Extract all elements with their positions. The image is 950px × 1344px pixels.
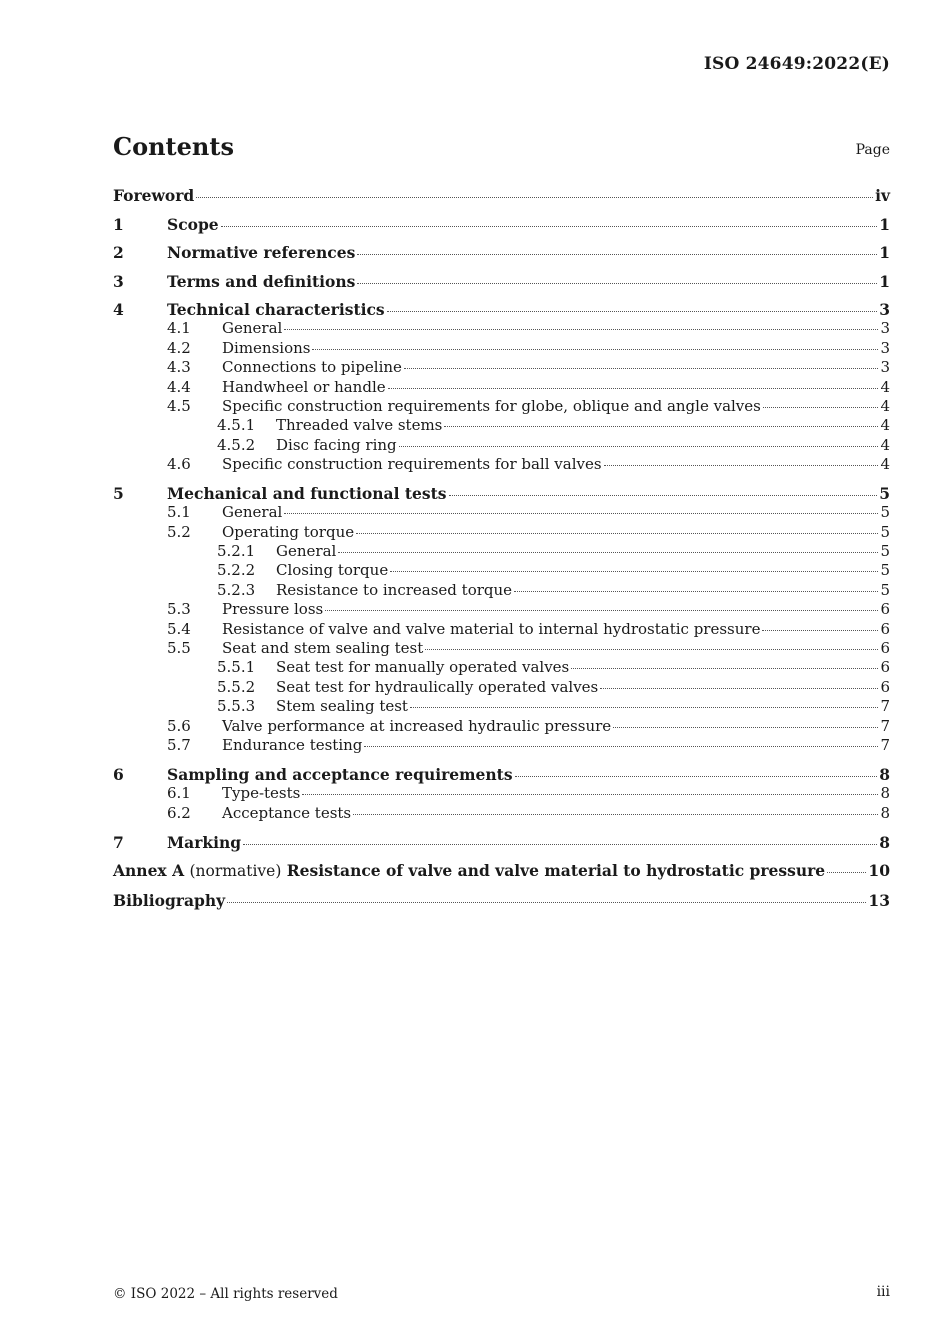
toc-dot-leader	[399, 446, 879, 447]
toc-dot-leader	[284, 513, 878, 514]
toc-entry-number: 5.5.2	[217, 677, 256, 696]
page-column-label: Page	[855, 142, 890, 158]
toc-entry[interactable]	[113, 397, 890, 416]
toc-entry-title: Connections to pipeline	[222, 358, 402, 377]
toc-entry-number: 7	[113, 832, 124, 852]
toc-entry-page: 6	[880, 600, 890, 619]
toc-entry-page: 1	[879, 271, 890, 291]
toc-entry-title: Marking	[167, 832, 242, 852]
toc-entry[interactable]	[113, 658, 890, 677]
toc-entry-number: 6.1	[167, 784, 191, 803]
page-number: iii	[876, 1284, 890, 1300]
toc-entry-page: 7	[880, 697, 890, 716]
toc-entry-title	[113, 861, 825, 881]
toc-entry-page: 5	[880, 503, 890, 522]
toc-entry-page: 6	[880, 658, 890, 677]
toc-dot-leader	[514, 591, 878, 592]
toc-entry-page: 4	[880, 397, 890, 415]
toc-entry-page: 5	[880, 542, 890, 561]
toc-entry-number: 6	[113, 765, 124, 785]
toc-dot-leader	[515, 776, 878, 777]
toc-entry[interactable]	[113, 833, 890, 852]
toc-entry-title: Resistance to increased torque	[276, 580, 513, 599]
toc-entry-title: Closing torque	[276, 561, 389, 580]
toc-dot-leader	[410, 707, 879, 708]
toc-entry-number: 2	[113, 243, 124, 263]
toc-entry[interactable]	[113, 416, 890, 435]
toc-entry-title: Scope	[167, 214, 219, 234]
toc-entry-number: 4.2	[167, 338, 191, 357]
toc-entry[interactable]	[113, 678, 890, 697]
toc-dot-leader	[338, 552, 878, 553]
toc-entry[interactable]	[113, 639, 890, 658]
toc-entry-number: 4.5.1	[217, 416, 256, 435]
toc-entry-page: 8	[879, 765, 890, 785]
toc-entry-page: 1	[879, 214, 890, 234]
toc-entry-title: Threaded valve stems	[276, 416, 443, 435]
toc-dot-leader	[571, 668, 878, 669]
toc-entry[interactable]	[113, 436, 890, 455]
toc-entry-page: iv	[875, 186, 890, 205]
toc-dot-leader	[444, 426, 878, 427]
toc-entry-number: 5.4	[167, 619, 191, 638]
toc-entry-page: 13	[868, 890, 890, 910]
toc-entry-number: 5.5	[167, 639, 191, 658]
toc-entry-page: 3	[880, 358, 890, 377]
toc-entry-title: Stem sealing test	[276, 697, 408, 716]
toc-entry-page: 4	[880, 377, 890, 396]
toc-entry-title: Acceptance tests	[222, 803, 352, 822]
toc-entry-title: Dimensions	[222, 338, 311, 357]
toc-dot-leader	[356, 533, 878, 534]
toc-entry-page: 10	[868, 861, 890, 881]
toc-entry-number: 5	[113, 484, 124, 504]
toc-dot-leader	[387, 311, 878, 312]
toc-entry-page: 3	[880, 338, 890, 357]
toc-entry[interactable]	[113, 717, 890, 736]
toc-dot-leader	[325, 610, 878, 611]
document-id: ISO 24649:2022(E)	[703, 54, 890, 74]
toc-entry[interactable]	[113, 243, 890, 262]
toc-dot-leader	[604, 465, 879, 466]
toc-entry-number: 4.5.2	[217, 435, 256, 454]
toc-entry[interactable]	[113, 861, 890, 881]
toc-entry-page: 8	[879, 832, 890, 852]
toc-dot-leader	[284, 329, 878, 330]
toc-entry-number: 5.2	[167, 522, 191, 541]
toc-entry[interactable]	[113, 697, 890, 716]
toc-dot-leader	[221, 226, 878, 227]
toc-entry[interactable]	[113, 378, 890, 397]
toc-entry-number: 5.3	[167, 600, 191, 619]
toc-entry-page: 5	[879, 484, 890, 504]
toc-entry-title: Mechanical and functional tests	[167, 484, 447, 504]
toc-entry-title: Normative references	[167, 243, 356, 263]
toc-entry-title: Specific construction requirements for ball valves	[222, 455, 602, 474]
toc-entry-page: 3	[880, 319, 890, 338]
toc-dot-leader	[762, 630, 878, 631]
toc-entry-number: 4.4	[167, 377, 191, 396]
toc-dot-leader	[312, 349, 878, 350]
toc-entry-title: Seat test for hydraulically operated valves	[276, 677, 599, 696]
toc-entry-title: Operating torque	[222, 522, 355, 541]
toc-entry[interactable]	[113, 339, 890, 358]
toc-entry-number: 5.2.3	[217, 580, 256, 599]
toc-entry[interactable]	[113, 561, 890, 580]
toc-entry-number: 4.3	[167, 358, 191, 377]
table-of-contents	[113, 186, 890, 910]
toc-entry-title: Valve performance at increased hydraulic pressure	[222, 716, 612, 735]
contents-heading: Contents	[113, 132, 234, 161]
copyright-notice: © ISO 2022 – All rights reserved	[113, 1286, 338, 1302]
toc-entry[interactable]	[113, 600, 890, 619]
toc-entry-page: 4	[880, 416, 890, 435]
toc-entry-number: 5.6	[167, 716, 191, 735]
toc-entry-page: 5	[880, 561, 890, 580]
toc-entry-title: Endurance testing	[222, 736, 363, 755]
toc-entry[interactable]	[113, 300, 890, 319]
toc-entry-title: Type-tests	[222, 784, 301, 803]
toc-entry-page: 1	[879, 243, 890, 263]
toc-entry-number: 5.1	[167, 503, 191, 522]
toc-entry-number: 5.5.3	[217, 697, 256, 716]
toc-entry-page: 4	[880, 455, 890, 474]
toc-dot-leader	[404, 368, 879, 369]
toc-entry-title: Seat test for manually operated valves	[276, 658, 570, 677]
toc-dot-leader	[827, 872, 866, 873]
toc-entry[interactable]	[113, 542, 890, 561]
toc-entry[interactable]	[113, 784, 890, 803]
toc-entry[interactable]	[113, 804, 890, 823]
toc-entry[interactable]	[113, 272, 890, 291]
toc-entry[interactable]	[113, 215, 890, 234]
toc-entry-title: Terms and definitions	[167, 271, 356, 291]
toc-dot-leader	[449, 495, 878, 496]
toc-entry-title: Bibliography	[113, 890, 226, 910]
toc-entry-title: Seat and stem sealing test	[222, 639, 424, 658]
toc-entry-number: 4.5	[167, 397, 191, 415]
toc-dot-leader	[357, 283, 877, 284]
toc-entry-page: 3	[879, 300, 890, 320]
toc-dot-leader	[390, 571, 878, 572]
toc-entry[interactable]	[113, 186, 890, 205]
toc-dot-leader	[388, 388, 879, 389]
toc-entry-title: Foreword	[113, 186, 195, 205]
toc-dot-leader	[196, 197, 873, 198]
toc-entry-number: 6.2	[167, 803, 191, 822]
toc-dot-leader	[302, 794, 878, 795]
toc-entry-page: 4	[880, 435, 890, 454]
toc-dot-leader	[357, 254, 877, 255]
toc-entry[interactable]	[113, 319, 890, 338]
toc-dot-leader	[243, 844, 877, 845]
toc-entry-page: 6	[880, 619, 890, 638]
toc-entry-page: 7	[880, 736, 890, 755]
toc-entry-number: 4.6	[167, 455, 191, 474]
toc-entry-title: Handwheel or handle	[222, 377, 386, 396]
toc-entry-page: 5	[880, 580, 890, 599]
toc-entry-number: 5.5.1	[217, 658, 256, 677]
toc-entry-number: 3	[113, 271, 124, 291]
annex-type-note: (normative)	[189, 862, 282, 881]
toc-dot-leader	[227, 902, 866, 903]
annex-label: Annex A	[113, 861, 185, 881]
toc-entry-title: Resistance of valve and valve material to internal hydrostatic pressure	[222, 619, 761, 638]
toc-entry[interactable]	[113, 523, 890, 542]
toc-entry-page: 5	[880, 522, 890, 541]
toc-entry-title: Disc facing ring	[276, 435, 397, 454]
toc-dot-leader	[613, 727, 878, 728]
toc-dot-leader	[364, 746, 878, 747]
toc-dot-leader	[763, 407, 879, 408]
toc-entry[interactable]	[113, 765, 890, 784]
toc-entry-title: Specific construction requirements for globe, oblique and angle valves	[222, 397, 761, 415]
toc-entry-title: Pressure loss	[222, 600, 324, 619]
toc-entry[interactable]	[113, 358, 890, 377]
toc-entry-title: Sampling and acceptance requirements	[167, 765, 513, 785]
toc-entry[interactable]	[113, 891, 890, 910]
toc-entry[interactable]	[113, 620, 890, 639]
toc-dot-leader	[425, 649, 878, 650]
toc-entry[interactable]	[113, 581, 890, 600]
toc-entry-page: 8	[880, 803, 890, 822]
toc-entry-page: 6	[880, 677, 890, 696]
toc-entry[interactable]	[113, 484, 890, 503]
toc-entry-number: 4.1	[167, 319, 191, 338]
toc-entry-title: Technical characteristics	[167, 300, 385, 320]
toc-entry-number: 5.2.1	[217, 542, 256, 561]
toc-entry-number: 5.2.2	[217, 561, 256, 580]
toc-entry-title: General	[222, 319, 283, 338]
toc-entry-page: 7	[880, 716, 890, 735]
toc-entry-number: 4	[113, 300, 124, 320]
toc-entry-number: 5.7	[167, 736, 191, 755]
toc-entry-title: General	[276, 542, 337, 561]
toc-entry[interactable]	[113, 736, 890, 755]
annex-title: Resistance of valve and valve material to hydrostatic pressure	[286, 861, 826, 881]
toc-entry[interactable]	[113, 503, 890, 522]
toc-entry[interactable]	[113, 455, 890, 474]
toc-entry-title: General	[222, 503, 283, 522]
toc-dot-leader	[353, 814, 878, 815]
toc-entry-number: 1	[113, 214, 124, 234]
toc-entry-page: 8	[880, 784, 890, 803]
toc-dot-leader	[600, 688, 878, 689]
toc-entry-page: 6	[880, 639, 890, 658]
